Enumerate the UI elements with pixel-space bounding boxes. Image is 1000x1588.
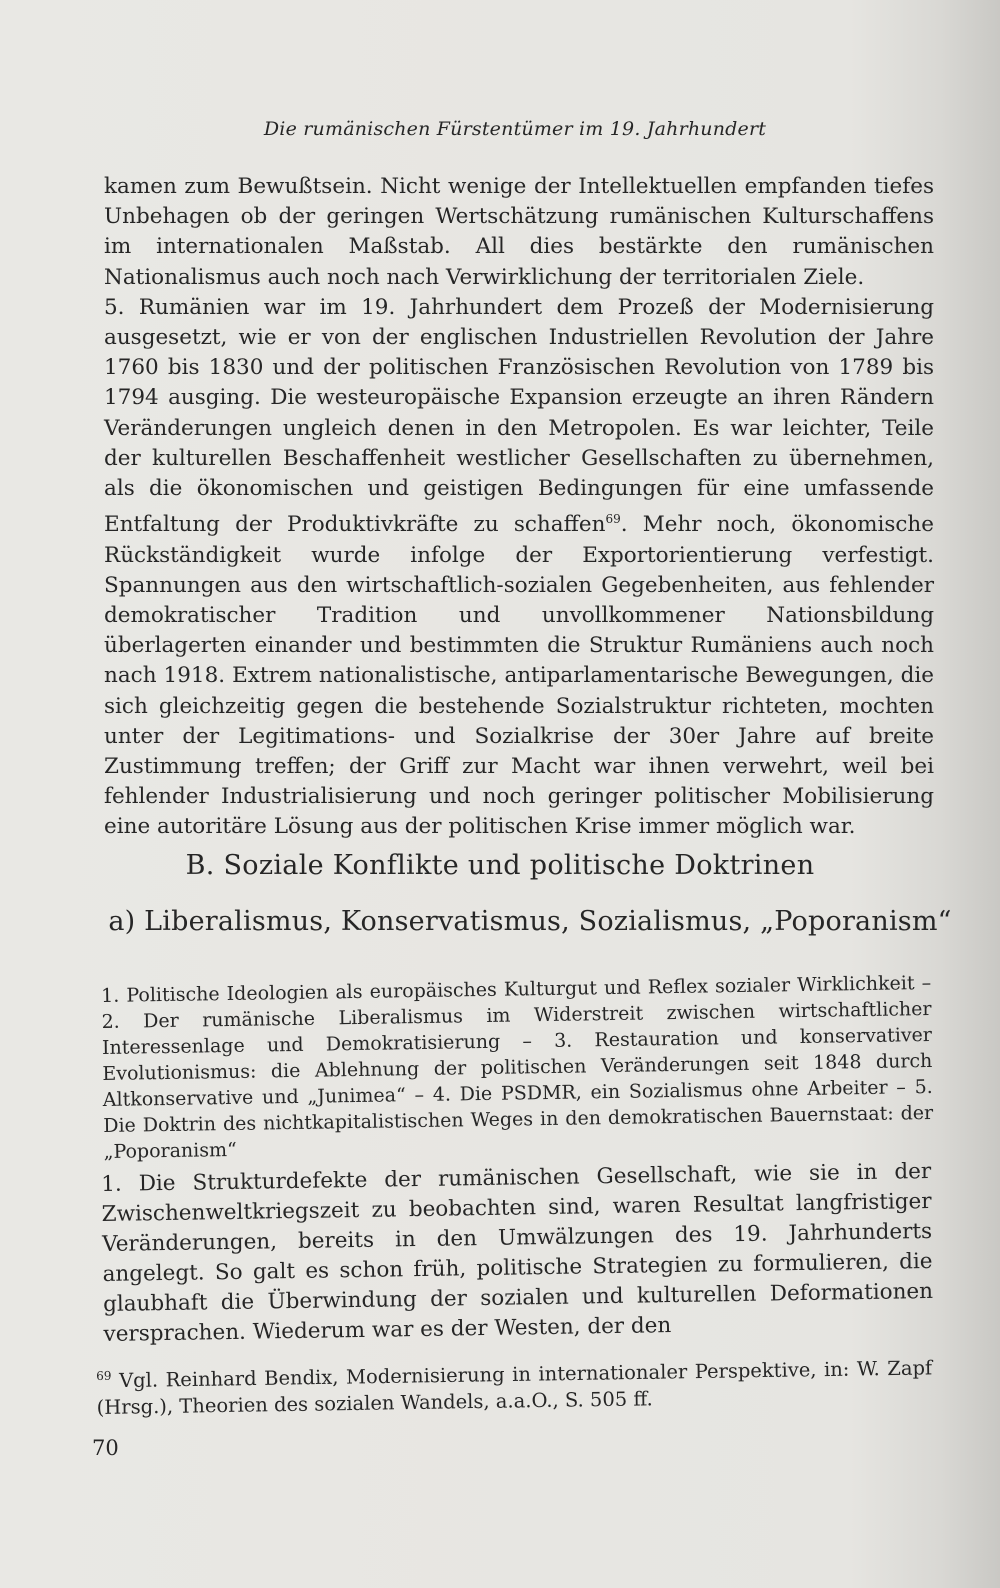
paragraph-5-part-1: 5. Rumänien war im 19. Jahrhundert dem Prozeß der Modernisierung ausgesetzt, wie er von der englischen Industriellen Revolution der Jahre 1760 bis 1830 und der politischen Französischen Revolution von 1789 bis 1794 ausging. Die westeuropäische Expansion erzeugte an ihren Rändern Veränderungen ungleich denen in den Metropolen. Es war leichter, Teile der kulturellen Beschaffenheit westlicher Gesellschaften zu übernehmen, als die ökonomischen und geistigen Bedingungen für eine umfassende Entfaltung der Produktivkräfte zu schaffen [104, 294, 934, 538]
page-number: 70 [92, 1436, 119, 1460]
section-summary: 1. Politische Ideologien als europäisches Kulturgut und Reflex sozialer Wirklichkeit – 2. Der rumänische Liberalismus im Widerstreit zwischen wirtschaftlicher Interessenlage und Demokratisierung – 3. Restauration und konservativer Evolutionismus: die Ablehnung der politischen Veränderungen seit 1848 durch Altkonservative und „Junimea“ – 4. Die PSDMR, ein Sozialismus ohne Arbeiter – 5. Die Doktrin des nichtkapitalistischen Weges in den demokratischen Bauernstaat: der „Poporanism“ [101, 971, 934, 1163]
footnote-text: Vgl. Reinhard Bendix, Modernisierung in internationaler Perspektive, in: W. Zapf (Hrsg.), Theorien des sozialen Wandels, a.a.O., S. 505 ff. [96, 1356, 933, 1419]
section-paragraph-1: 1. Die Strukturdefekte der rumänischen Gesellschaft, wie sie in der Zwischenweltkriegszeit zu beobachten sind, waren Resultat langfristiger Veränderungen, bereits in den Umwälzungen des 19. Jahrhunderts angelegt. So galt es schon früh, politische Strategien zu formulieren, die glaubhaft die Überwindung der sozialen und kulturellen Deformationen versprachen. Wiederum war es der Westen, der den [101, 1158, 934, 1347]
paragraph-continuation: kamen zum Bewußtsein. Nicht wenige der Intellektuellen empfanden tiefes Unbehagen ob der geringen Wertschätzung rumänischen Kulturschaffens im internationalen Maßstab. All dies bestärkte den rumänischen Nationalismus auch noch nach Verwirklichung der territorialen Ziele. [104, 174, 934, 290]
paragraph-5 [104, 293, 934, 843]
footnote-number: 69 [96, 1368, 112, 1383]
footnote [96, 1350, 933, 1421]
footnote-reference: 69 [605, 512, 621, 527]
body-text [104, 172, 934, 843]
section-title: B. Soziale Konflikte und politische Doktrinen [185, 850, 815, 881]
subsection-title: a) Liberalismus, Konservatismus, Sozialismus, „Poporanism“ [108, 906, 952, 937]
paragraph-5-part-2: . Mehr noch, ökonomische Rückständigkeit wurde infolge der Exportorientierung verfestigt. Spannungen aus den wirtschaftlich-sozialen Gegebenheiten, aus fehlender demokratischer Tradition und unvollkommener Nationsbildung überlagerten einander und bestimmten die Struktur Rumäniens auch noch nach 1918. Extrem nationalistische, antiparlamentarische Bewegungen, die sich gleichzeitig gegen die bestehende Sozialstruktur richteten, mochten unter der Legitimations- und Sozialkrise der 30er Jahre auf breite Zustimmung treffen; der Griff zur Macht war ihnen verwehrt, weil bei fehlender Industrialisierung und noch geringer politischer Mobilisierung eine autoritäre Lösung aus der politischen Krise immer möglich war. [104, 512, 934, 840]
running-header: Die rumänischen Fürstentümer im 19. Jahrhundert [263, 118, 767, 140]
